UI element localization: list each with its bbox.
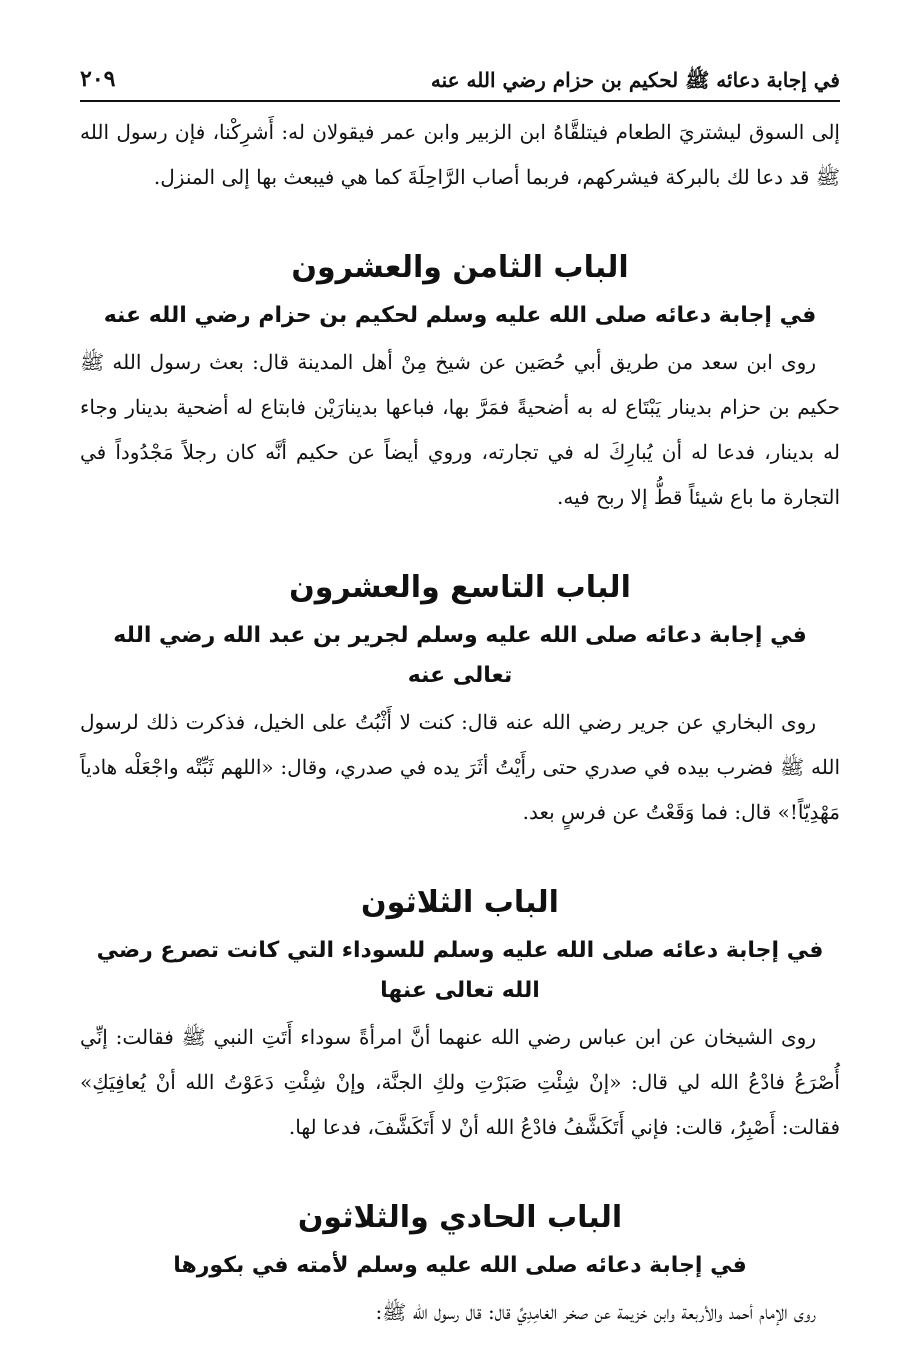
chapter-31 [80,1194,840,1335]
book-page [80,60,840,1335]
chapter-title: الباب التاسع والعشرون [289,570,631,605]
chapter-subtitle: في إجابة دعائه صلى الله عليه وسلم لجرير بن عبد الله رضي الله تعالى عنه [113,623,807,688]
opening-paragraph: إلى السوق ليشتريَ الطعام فيتلقَّاهُ ابن الزبير وابن عمر فيقولان له: أَشرِكْنا، فإن رسول الله ﷺ قد دعا لك بالبركة فيشركهم، فربما أصاب الرَّاحِلَةَ كما هي فيبعث بها إلى المنزل. [80,120,840,189]
chapter-subtitle: في إجابة دعائه صلى الله عليه وسلم لأمته في بكورها [173,1253,747,1278]
running-header-title: في إجابة دعائه ﷺ لحكيم بن حزام رضي الله عنه [430,68,840,92]
chapter-29 [80,564,840,835]
chapter-subtitle: في إجابة دعائه صلى الله عليه وسلم لحكيم بن حزام رضي الله عنه [103,303,817,328]
chapter-title: الباب الحادي والثلاثون [297,1200,623,1235]
chapter-title: الباب الثلاثون [361,885,559,920]
page-number: ٢٠٩ [80,66,116,92]
chapter-title: الباب الثامن والعشرون [291,250,629,285]
chapter-28 [80,244,840,520]
chapter-30 [80,879,840,1150]
chapter-body: روى ابن سعد من طريق أبي حُصَين عن شيخ مِنْ أهل المدينة قال: بعث رسول الله ﷺ حكيم بن حزام بدينار يَبْتَاع له به أضحيةً فمَرَّ بها، فباعها بدينارَيْن فابتاع له أضحية بدينار وجاء له بدينار، فدعا له أن يُبارِكَ له في تجارته، وروي أيضاً عن حكيم أنَّه كان رجلاً مَجْدُوداً في التجارة ما باع شيئاً قطُّ إلا ربح فيه. [80,350,840,509]
chapter-body: روى البخاري عن جرير رضي الله عنه قال: كنت لا أَثْبُتُ على الخيل، فذكرت ذلك لرسول الله ﷺ فضرب بيده في صدري حتى رأَيْتُ أثَرَ يده في صدري، وقال: «اللهم ثَبِّتْه واجْعَلْه هادياً مَهْدِيّاً!» قال: فما وَقَعْتُ عن فرسٍ بعد. [80,710,840,824]
chapter-subtitle: في إجابة دعائه صلى الله عليه وسلم للسوداء التي كانت تصرع رضي الله تعالى عنها [96,938,824,1003]
running-header [80,60,840,102]
chapter-body: روى الإمام أحمد والأربعة وابن خزيمة عن صخر الغامِدِيِّ قال: قال رسول الله ﷺ: [375,1300,816,1324]
chapter-body: روى الشيخان عن ابن عباس رضي الله عنهما أنَّ امرأةً سوداء أَتَتِ النبي ﷺ فقالت: إنِّي أُصْرَعُ فادْعُ الله لي قال: «إنْ شِئْتِ صَبَرْتِ ولكِ الجنَّة، وإنْ شِئْتِ دَعَوْتُ الله أنْ يُعافِيَكِ» فقالت: أَصْبِرُ، قالت: فإني أَتَكَشَّفُ فادْعُ الله أنْ لا أَتَكَشَّفَ، فدعا لها. [80,1025,840,1139]
